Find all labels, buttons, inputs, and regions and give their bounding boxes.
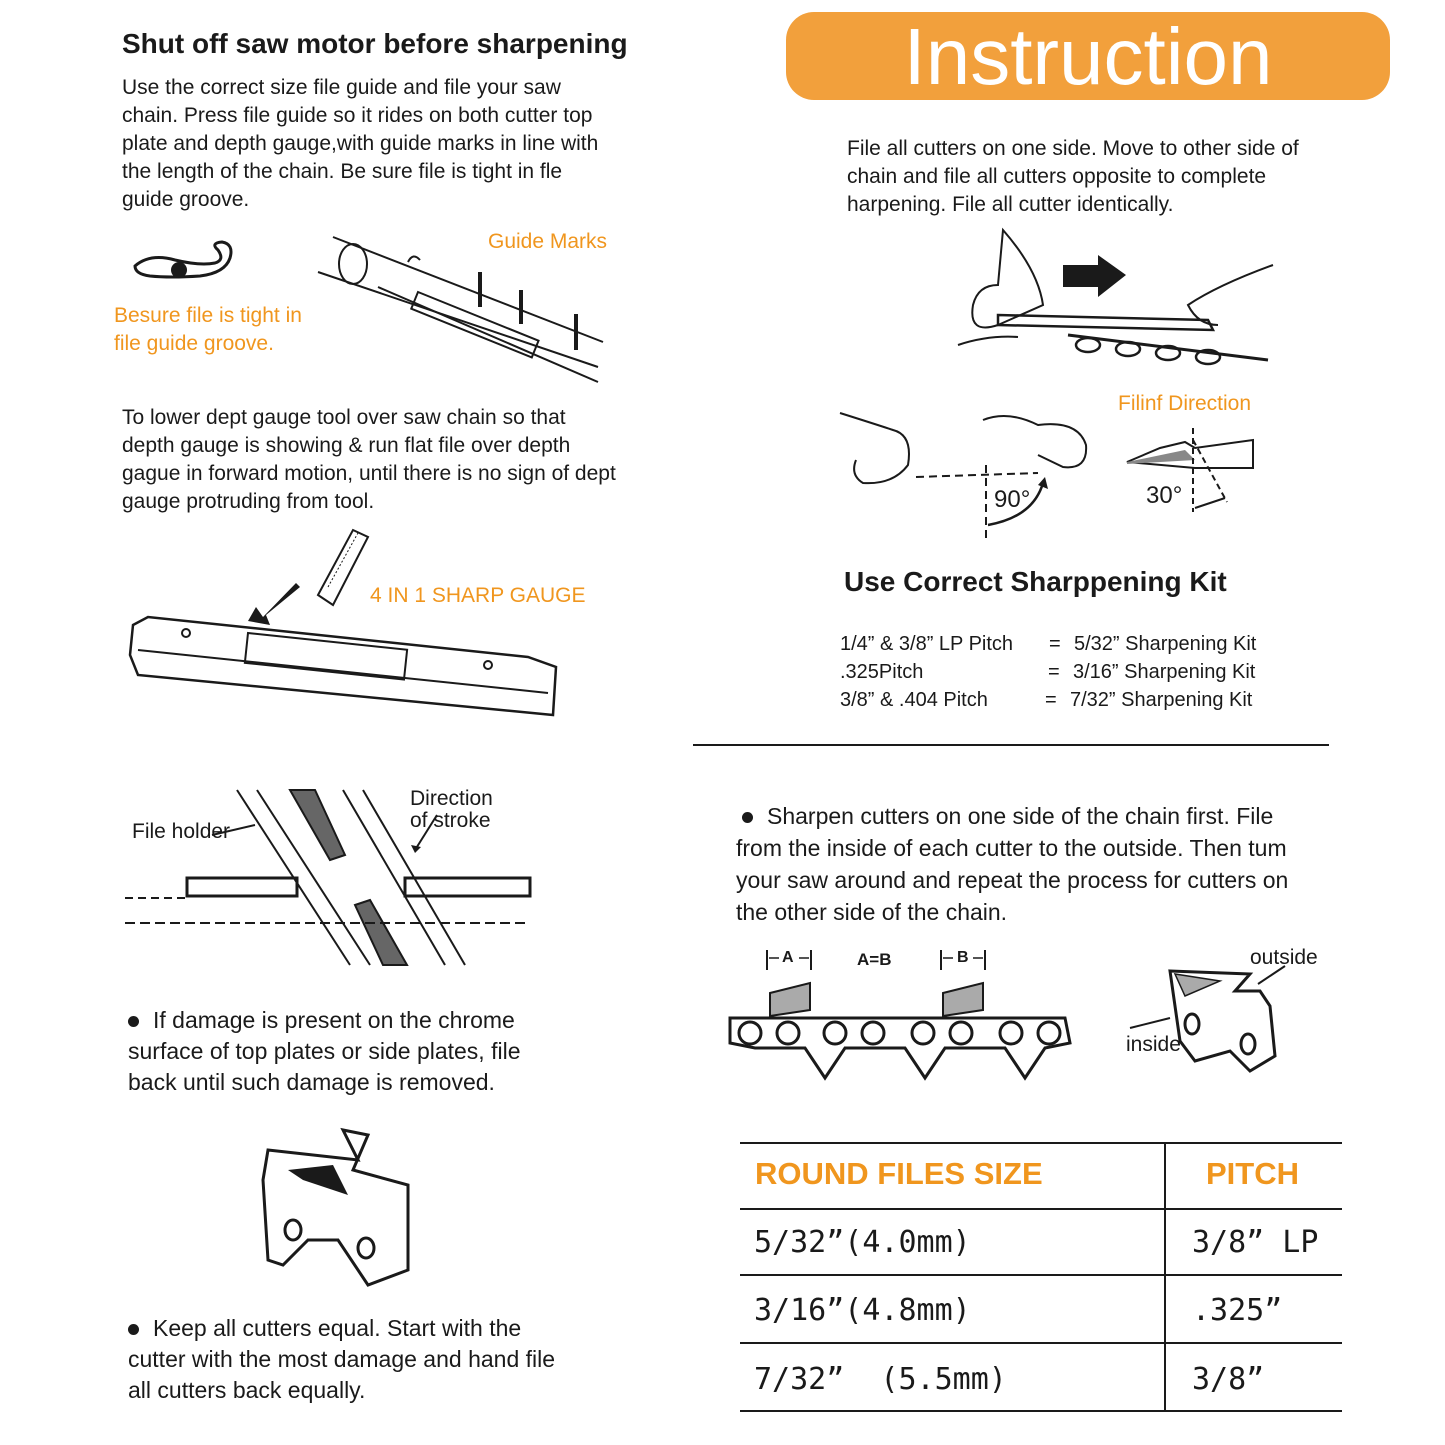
intro-line: guide groove.	[122, 188, 250, 211]
file-guide-clip-illustration	[130, 238, 240, 288]
sharpen-bullet	[736, 800, 1336, 928]
besure-line: Besure file is tight in	[114, 304, 302, 327]
label-outside: outside	[1250, 946, 1318, 969]
kit-equals: =	[1048, 661, 1060, 683]
kit-heading: Use Correct Sharppening Kit	[844, 566, 1227, 597]
instruction-banner: Instruction	[786, 12, 1390, 100]
file-text	[847, 135, 1367, 219]
file-size-cell: 7/32” (5.5mm)	[754, 1362, 1007, 1397]
kit-value: 5/32” Sharpening Kit	[1074, 633, 1257, 655]
label-b: B	[957, 949, 969, 966]
damage-line: back until such damage is removed.	[128, 1069, 495, 1095]
intro-line: Use the correct size file guide and file your saw	[122, 76, 561, 99]
kit-pitch: .325Pitch	[840, 661, 924, 683]
kit-equals: =	[1045, 689, 1057, 711]
kit-equals: =	[1049, 633, 1061, 655]
pitch-cell: .325”	[1192, 1293, 1283, 1328]
besure-line: file guide groove.	[114, 332, 274, 355]
kit-pitch: 3/8” & .404 Pitch	[840, 689, 988, 711]
bullet-dot	[742, 812, 753, 823]
damage-line: If damage is present on the chrome	[153, 1007, 515, 1033]
header-pitch: PITCH	[1206, 1156, 1299, 1191]
file-line: File all cutters on one side. Move to other side of	[847, 137, 1299, 160]
label-inside: inside	[1126, 1033, 1181, 1056]
angle-30-label: 30°	[1146, 482, 1183, 509]
keep-line: all cutters back equally.	[128, 1377, 366, 1403]
table-row	[740, 1210, 1342, 1276]
kit-value: 7/32” Sharpening Kit	[1070, 689, 1253, 711]
chain-ab-illustration	[725, 948, 1075, 1083]
bullet-dot	[128, 1016, 139, 1027]
depth-line: gague in forward motion, until there is no sign of dept	[122, 462, 616, 485]
table-header-row	[740, 1142, 1342, 1210]
table-row	[740, 1276, 1342, 1344]
kit-value: 3/16” Sharpening Kit	[1073, 661, 1256, 683]
keep-line: cutter with the most damage and hand file	[128, 1346, 556, 1372]
intro-line: the length of the chain. Be sure file is tight in fle	[122, 160, 563, 183]
kit-pitch: 1/4” & 3/8” LP Pitch	[840, 633, 1014, 655]
keep-line: Keep all cutters equal. Start with the	[153, 1315, 522, 1341]
cutter-inside-outside-illustration	[1160, 966, 1285, 1076]
damage-line: surface of top plates or side plates, file	[128, 1038, 521, 1064]
left-heading: Shut off saw motor before sharpening	[122, 28, 628, 59]
sharp-gauge-label: 4 IN 1 SHARP GAUGE	[370, 584, 586, 607]
angle-90-illustration	[838, 405, 1098, 540]
sharpen-line: Sharpen cutters on one side of the chain first. File	[767, 803, 1274, 829]
table-row	[740, 1344, 1342, 1412]
depth-text	[122, 404, 682, 516]
filing-direction-label: Filinf Direction	[1118, 392, 1252, 415]
file-line: harpening. File all cutter identically.	[847, 193, 1174, 216]
file-holder-label: File holder	[132, 820, 231, 843]
direction-line: Direction	[410, 787, 493, 810]
file-size-cell: 5/32”(4.0mm)	[754, 1225, 971, 1260]
sharp-gauge-illustration	[128, 525, 563, 725]
cutter-illustration	[248, 1130, 416, 1290]
intro-text	[122, 74, 662, 214]
label-ab: A=B	[857, 950, 892, 969]
angle-90-label: 90°	[994, 486, 1031, 513]
direction-line: of stroke	[410, 809, 491, 832]
hands-filing-illustration	[958, 225, 1278, 380]
guide-marks-label: Guide Marks	[488, 230, 608, 253]
depth-line: To lower dept gauge tool over saw chain so that	[122, 406, 566, 429]
intro-line: plate and depth gauge,with guide marks in line with	[122, 132, 599, 155]
section-divider	[693, 744, 1329, 746]
file-holder-illustration	[125, 785, 545, 970]
header-round-files-size: ROUND FILES SIZE	[755, 1156, 1043, 1191]
pitch-cell: 3/8” LP	[1192, 1225, 1319, 1260]
file-line: chain and file all cutters opposite to complete	[847, 165, 1267, 188]
sharpen-line: your saw around and repeat the process for cutters on	[736, 867, 1289, 893]
damage-bullet	[128, 1005, 688, 1098]
bullet-dot	[128, 1324, 139, 1335]
depth-line: depth gauge is showing & run flat file over depth	[122, 434, 571, 457]
sharpen-line: the other side of the chain.	[736, 899, 1008, 925]
sharpen-line: from the inside of each cutter to the outside. Then tum	[736, 835, 1287, 861]
besure-label	[114, 302, 302, 358]
pitch-cell: 3/8”	[1192, 1362, 1265, 1397]
label-a: A	[782, 949, 794, 966]
keep-bullet	[128, 1313, 688, 1406]
file-guide-chain-illustration	[318, 232, 608, 392]
intro-line: chain. Press file guide so it rides on both cutter top	[122, 104, 593, 127]
depth-line: gauge protruding from tool.	[122, 490, 375, 513]
file-size-cell: 3/16”(4.8mm)	[754, 1293, 971, 1328]
